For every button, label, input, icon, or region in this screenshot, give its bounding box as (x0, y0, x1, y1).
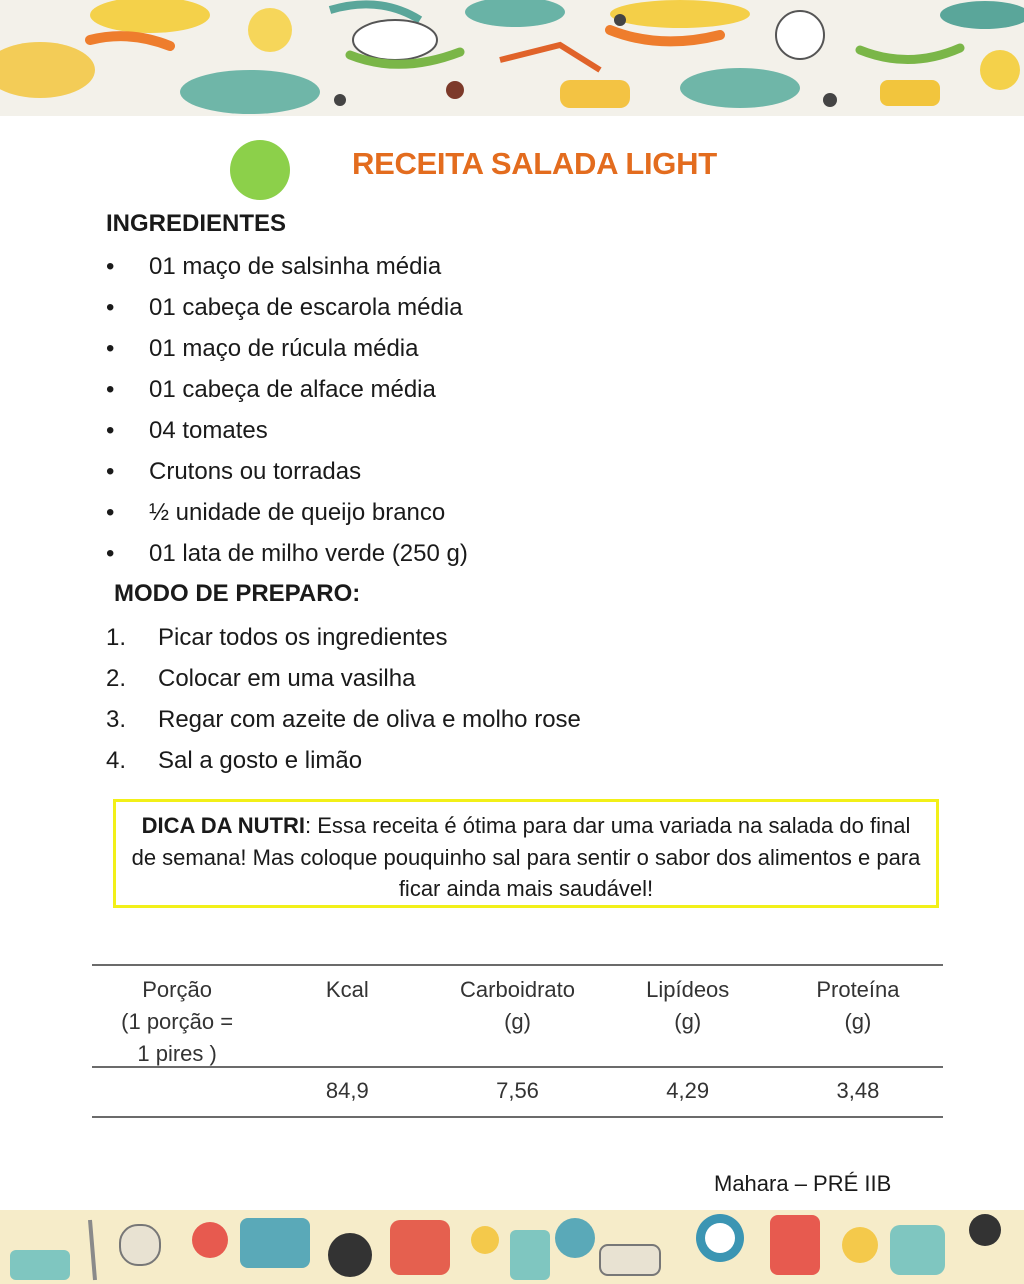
bullet-icon: • (106, 458, 115, 485)
bullet-icon: • (106, 376, 115, 403)
bottom-decorative-banner (0, 1210, 1024, 1284)
value-carbs: 7,56 (496, 1078, 539, 1103)
ingredients-heading: INGREDIENTES (106, 210, 287, 237)
author-credit: Mahara – PRÉ IIB (714, 1171, 892, 1196)
header-cell-protein: Proteína (g) (816, 977, 900, 1034)
bullet-icon: • (106, 335, 115, 362)
value-lipids: 4,29 (666, 1078, 710, 1103)
preparation-heading: MODO DE PREPARO: (114, 580, 361, 607)
value-kcal: 84,9 (325, 1078, 369, 1103)
header-cell-carbs: Carboidrato (g) (460, 977, 575, 1034)
header-cell-portion: Porção (1 porção = 1 pires ) (121, 977, 234, 1066)
bullet-icon: • (106, 417, 115, 444)
step-number: 1. (106, 624, 127, 651)
nutritionist-tip-box (113, 799, 939, 908)
step-number: 3. (106, 706, 127, 733)
step-number: 2. (106, 665, 127, 692)
bullet-icon: • (106, 253, 115, 280)
tip-text: : Essa receita é ótima para dar uma variada na salada do final de semana! Mas coloque pouquinho sal para sentir o sabor dos alimentos e para ficar ainda mais saudável! (131, 813, 921, 901)
top-decorative-banner (0, 0, 1024, 116)
step-number: 4. (106, 747, 127, 774)
table-header-row (92, 966, 943, 1066)
value-protein: 3,48 (836, 1078, 880, 1103)
bullet-icon: • (106, 540, 115, 567)
green-circle-icon (230, 140, 290, 200)
tip-label: DICA DA NUTRI (141, 813, 305, 838)
header-cell-lipids: Lipídeos (g) (646, 977, 730, 1034)
bullet-icon: • (106, 499, 115, 526)
table-row (92, 1068, 943, 1116)
nutrition-table (92, 964, 943, 1118)
recipe-title: RECEITA SALADA LIGHT (352, 146, 717, 181)
header-cell-kcal: Kcal (325, 977, 369, 1002)
bullet-icon: • (106, 294, 115, 321)
table-bottom-rule (92, 1116, 943, 1118)
value-portion (92, 1068, 262, 1116)
